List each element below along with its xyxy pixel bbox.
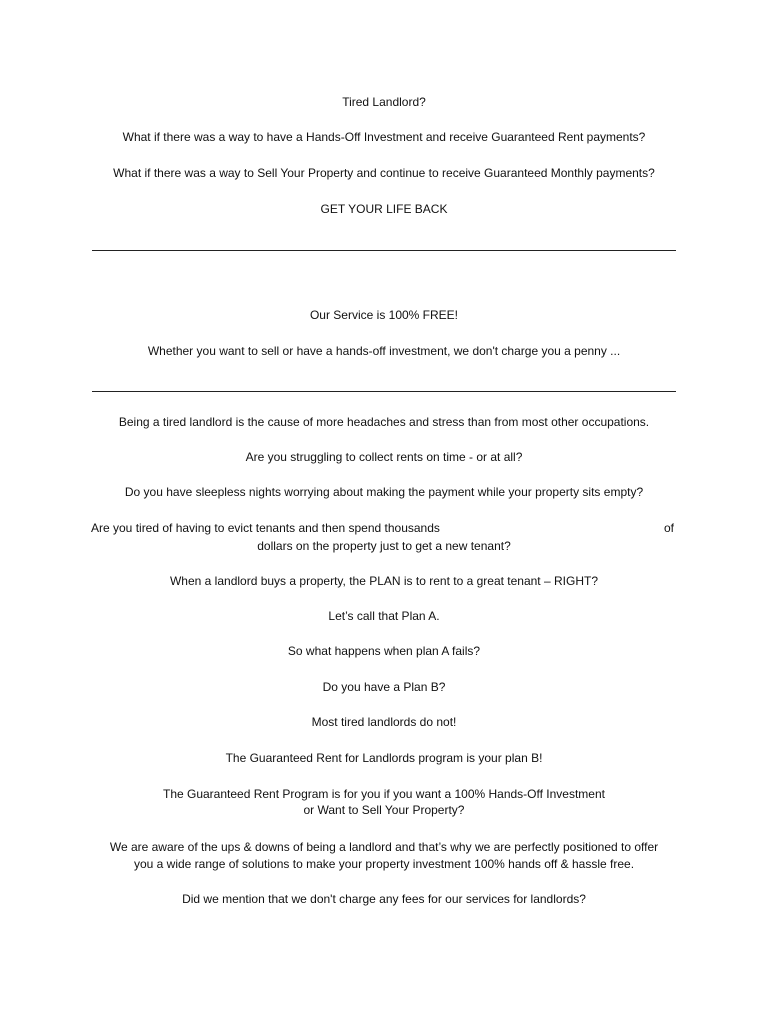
paragraph-rents: Are you struggling to collect rents on time - or at all?: [245, 450, 523, 464]
paragraph-plan-a: Let’s call that Plan A.: [328, 609, 440, 623]
paragraph-sleepless: Do you have sleepless nights worrying about making the payment while your property sits empty?: [124, 485, 644, 499]
no-charge-text: Whether you want to sell or have a hands-off investment, we don't charge you a penny ...: [147, 344, 621, 358]
paragraph-plan: When a landlord buys a property, the PLAN is to rent to a great tenant – RIGHT?: [169, 574, 598, 588]
headline-tired-landlord: Tired Landlord?: [342, 95, 426, 109]
paragraph-no-fees: Did we mention that we don't charge any fees for our services for landlords?: [182, 892, 586, 906]
paragraph-ups-downs: We are aware of the ups & downs of being a landlord and that’s why we are perfectly positioned to offer: [109, 840, 659, 854]
paragraph-plan-a-fails: So what happens when plan A fails?: [287, 644, 481, 658]
free-service-heading: Our Service is 100% FREE!: [309, 308, 459, 322]
tagline-life-back: GET YOUR LIFE BACK: [320, 202, 448, 216]
paragraph-evict-start: Are you tired of having to evict tenants and then spend thousands: [91, 521, 440, 535]
paragraph-sell-property: or Want to Sell Your Property?: [303, 803, 465, 817]
question-sell-property: What if there was a way to Sell Your Property and continue to receive Guaranteed Monthly payments?: [113, 166, 655, 180]
paragraph-program-plan-b: The Guaranteed Rent for Landlords program is your plan B!: [225, 751, 543, 765]
divider-line: [92, 391, 676, 392]
paragraph-most-do-not: Most tired landlords do not!: [311, 715, 457, 729]
paragraph-solutions: you a wide range of solutions to make your property investment 100% hands off & hassle free.: [133, 857, 635, 871]
divider-line: [92, 250, 676, 251]
paragraph-evict-of: of: [664, 521, 675, 535]
question-hands-off: What if there was a way to have a Hands-Off Investment and receive Guaranteed Rent payments?: [122, 130, 646, 144]
paragraph-plan-b: Do you have a Plan B?: [322, 680, 446, 694]
paragraph-evict-end: dollars on the property just to get a new tenant?: [257, 539, 511, 553]
paragraph-headaches: Being a tired landlord is the cause of more headaches and stress than from most other occupations.: [118, 415, 650, 429]
paragraph-program-for-you: The Guaranteed Rent Program is for you if you want a 100% Hands-Off Investment: [162, 787, 605, 801]
